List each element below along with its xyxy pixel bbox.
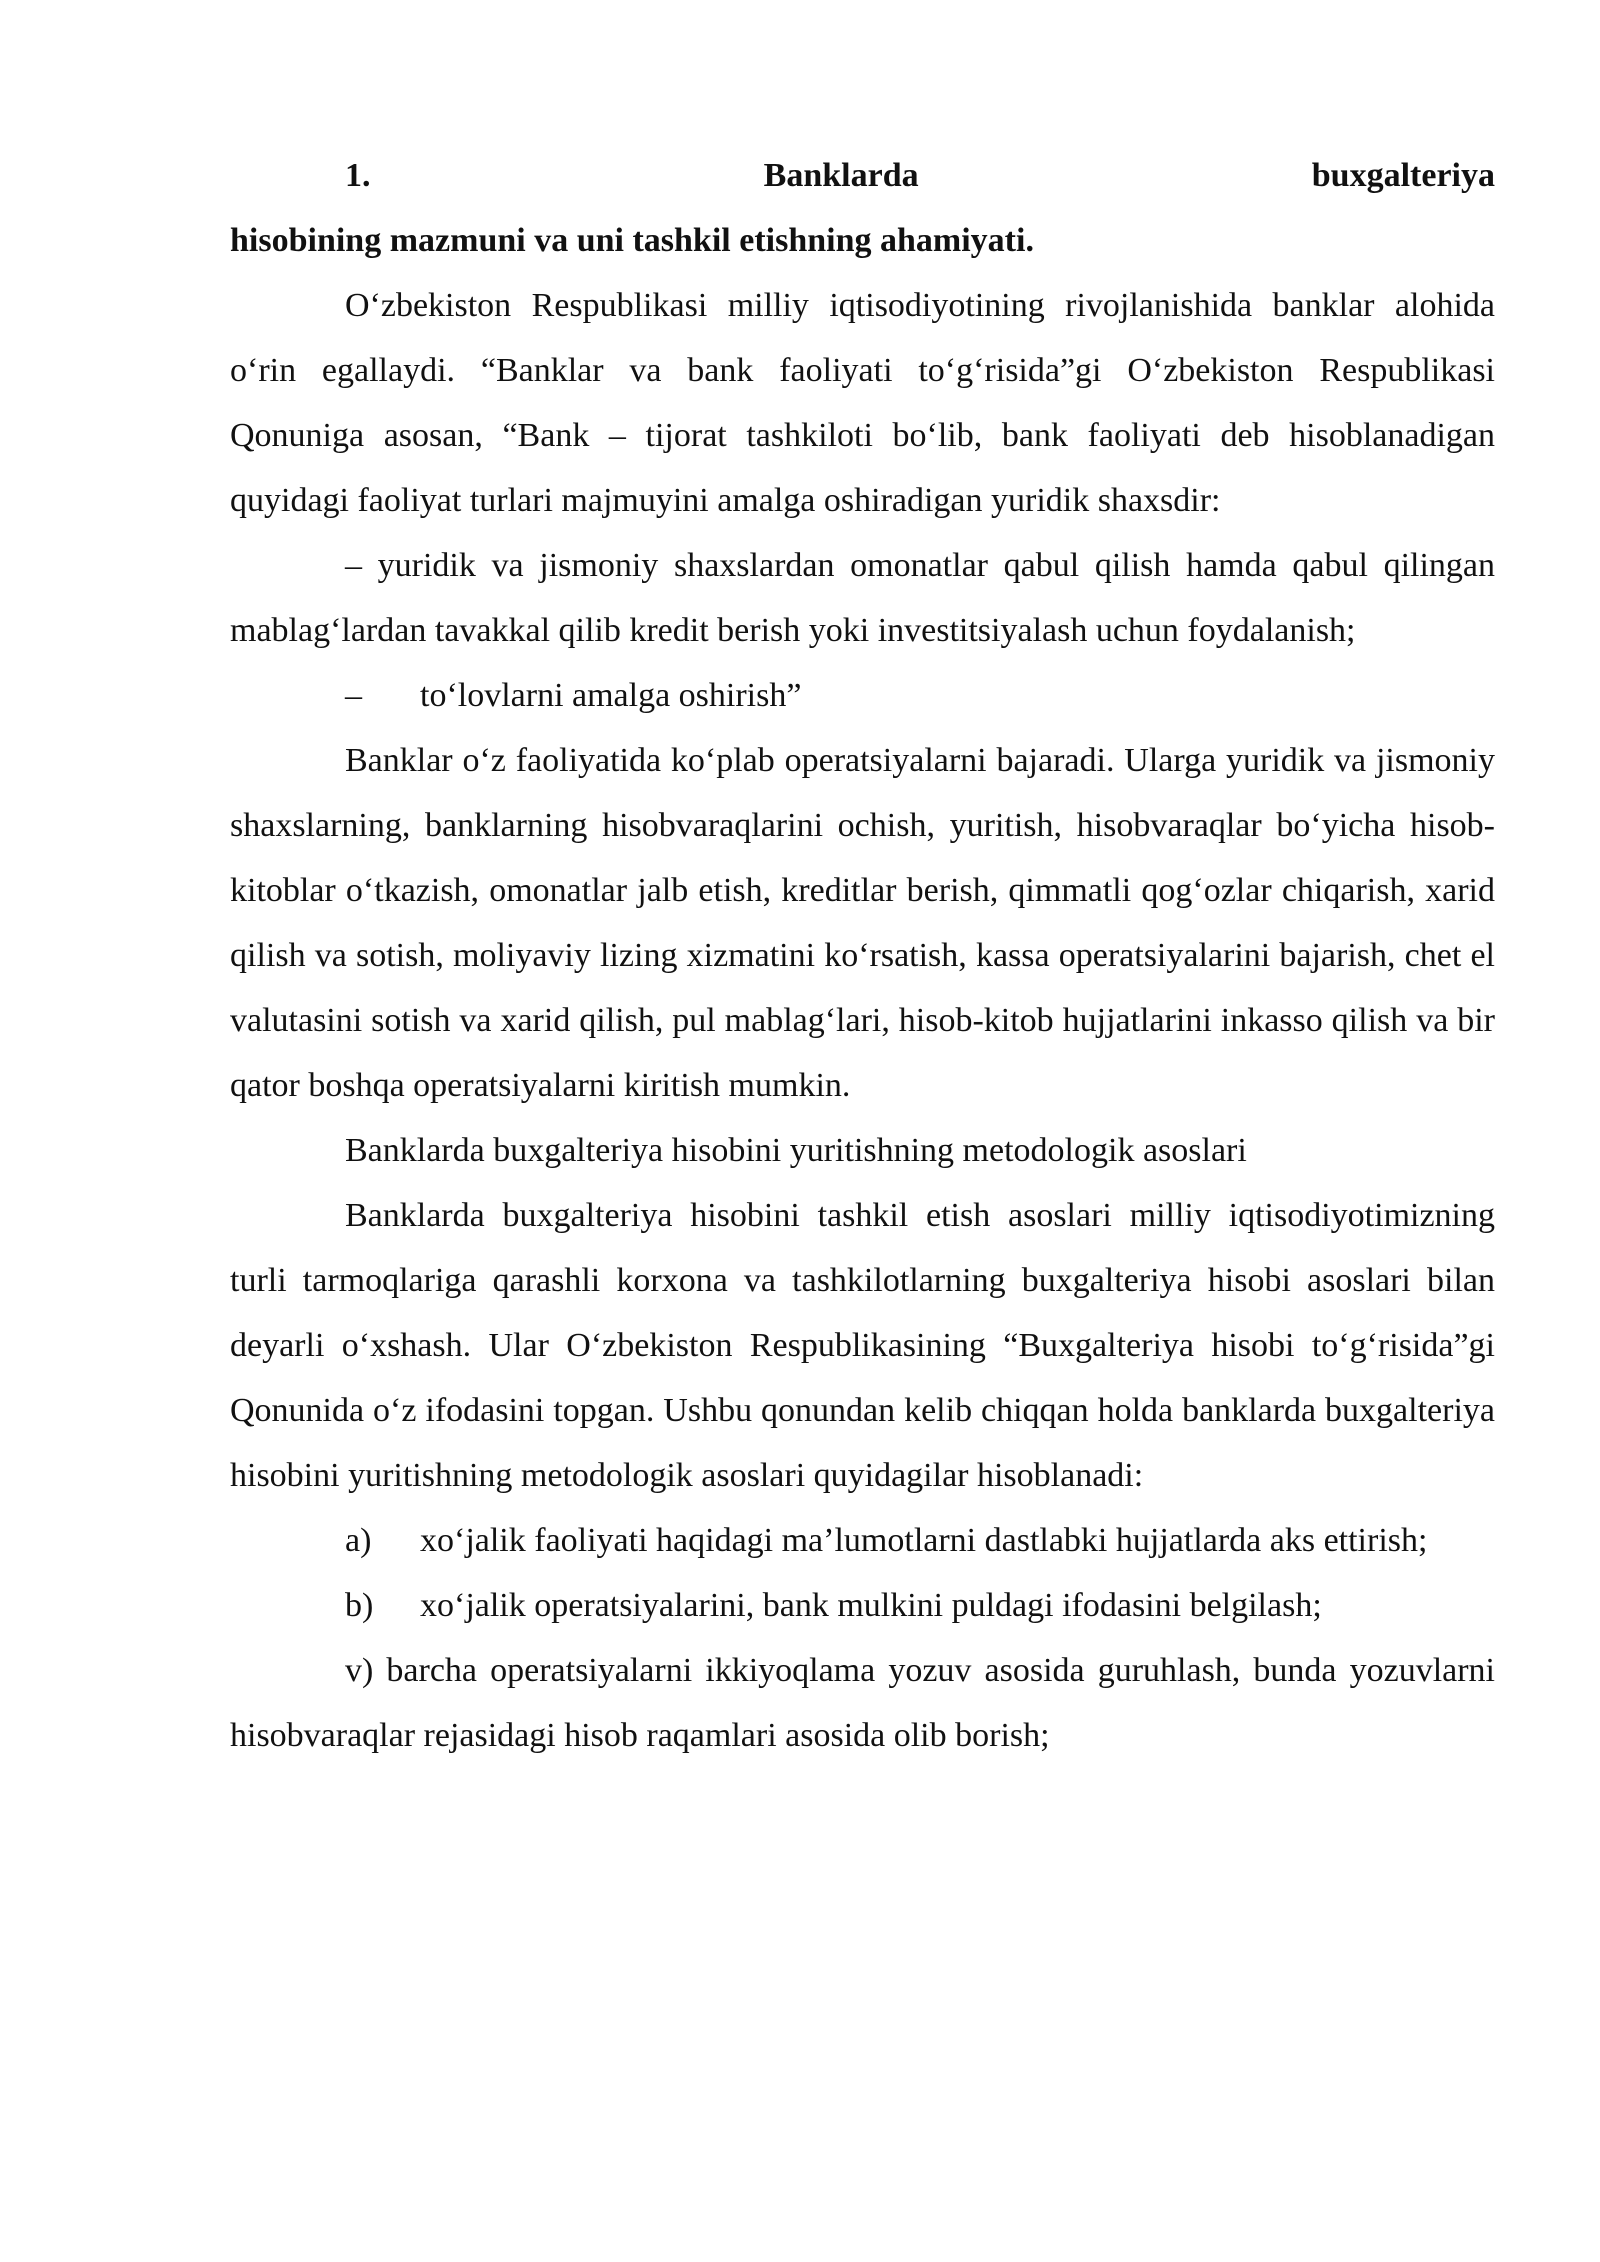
list-item-deposits: – yuridik va jismoniy shaxslardan omonatlar qabul qilish hamda qabul qilingan mablag‘lardan tavakkal qilib kredit berish yoki investitsiyalash uchun foydalanish; [230, 547, 1495, 649]
heading-word-banklarda: Banklarda [763, 157, 919, 194]
dash-marker: – [345, 677, 362, 714]
section-heading-line1 [230, 143, 1495, 208]
paragraph-intro: O‘zbekiston Respublikasi milliy iqtisodiyotining rivojlanishida banklar alohida o‘rin egallaydi. “Banklar va bank faoliyati to‘g‘risida”gi O‘zbekiston Respublikasi Qonuniga asosan, “Bank – tijorat tashkiloti bo‘lib, bank faoliyati deb hisoblanadigan quyidagi faoliyat turlari majmuyini amalga oshiradigan yuridik shaxsdir: [230, 287, 1495, 519]
paragraph-methodology: Banklarda buxgalteriya hisobini tashkil etish asoslari milliy iqtisodiyotimizning turli tarmoqlariga qarashli korxona va tashkilotlarning buxgalteriya hisobi asoslari bilan deyarli o‘xshash. Ular O‘zbekiston Respublikasining “Buxgalteriya hisobi to‘g‘risida”gi Qonunida o‘z ifodasini topgan. Ushbu qonundan kelib chiqqan holda banklarda buxgalteriya hisobini yuritishning metodologik asoslari quyidagilar hisoblanadi: [230, 1197, 1495, 1494]
list-item-a-text: xo‘jalik faoliyati haqidagi ma’lumotlarni dastlabki hujjatlarda aks ettirish; [420, 1522, 1428, 1559]
list-item-a [230, 1508, 1495, 1573]
heading-word-buxgalteriya: buxgalteriya [1311, 157, 1495, 194]
list-item-b-text: xo‘jalik operatsiyalarini, bank mulkini puldagi ifodasini belgilash; [420, 1587, 1322, 1624]
letter-marker-a: a) [345, 1522, 372, 1559]
paragraph-methodology-title: Banklarda buxgalteriya hisobini yuritishning metodologik asoslari [345, 1132, 1247, 1169]
list-item-payments [230, 663, 1495, 728]
section-number: 1. [345, 157, 371, 194]
letter-marker-b: b) [345, 1587, 374, 1624]
section-heading-line2: hisobining mazmuni va uni tashkil etishning ahamiyati. [230, 222, 1034, 259]
list-item-b [230, 1573, 1495, 1638]
list-item-payments-text: to‘lovlarni amalga oshirish” [420, 677, 802, 714]
document-page [230, 143, 1495, 1768]
list-item-v: v) barcha operatsiyalarni ikkiyoqlama yozuv asosida guruhlash, bunda yozuvlarni hisobvaraqlar rejasidagi hisob raqamlari asosida olib borish; [230, 1652, 1495, 1754]
paragraph-operations: Banklar o‘z faoliyatida ko‘plab operatsiyalarni bajaradi. Ularga yuridik va jismoniy shaxslarning, banklarning hisobvaraqlarini ochish, yuritish, hisobvaraqlar bo‘yicha hisob-kitoblar o‘tkazish, omonatlar jalb etish, kreditlar berish, qimmatli qog‘ozlar chiqarish, xarid qilish va sotish, moliyaviy lizing xizmatini ko‘rsatish, kassa operatsiyalarini bajarish, chet el valutasini sotish va xarid qilish, pul mablag‘lari, hisob-kitob hujjatlarini inkasso qilish va bir qator boshqa operatsiyalarni kiritish mumkin. [230, 742, 1495, 1104]
